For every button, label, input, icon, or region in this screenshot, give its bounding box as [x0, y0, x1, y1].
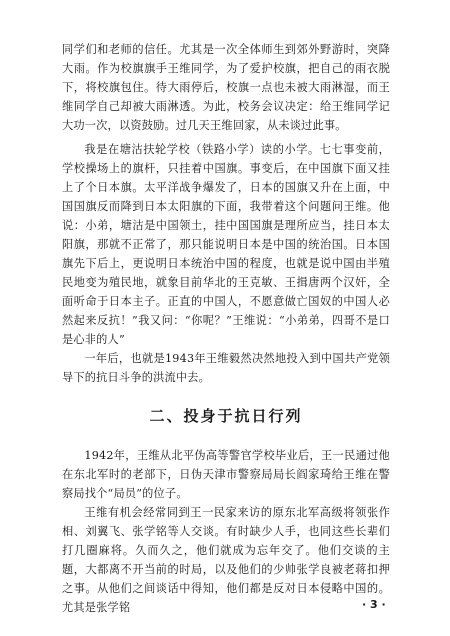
paragraph-5: 王维有机会经常同到王一民家来访的原东北军高级将领张作相、刘翼飞、张学铭等人交谈。有时缺少人手，也同这些长辈们打几圈麻将。久而久之，他们就成为忘年交了。他们交谈的主题，大都离不开当前的时局，以及他们的少帅张学良被老蒋扣押之事。从他们之间谈话中得知，他们都是反对日本侵略中国的。尤其是张学铭: [62, 506, 390, 614]
page-number: · 3 ·: [362, 598, 386, 611]
paragraph-4: 1942年，王维从北平伪高等警官学校毕业后，王一民通过他在东北军时的老部下，日伪天津市警察局局长阎家琦给王维在警察局找个“局员”的位子。: [62, 449, 390, 500]
document-page: [62, 40, 390, 617]
paragraph-1: 同学们和老师的信任。尤其是一次全体师生到郊外野游时，突降大雨。作为校旗旗手王维同学，为了爱护校旗，把自己的雨衣脱下，将校旗包住。待大雨停后，校旗一点也未被大雨淋湿，而王维同学自己却被大雨淋透。为此，校务会议决定：给王维同学记大功一次，以资鼓励。过几天王维回家，从未谈过此事。: [62, 43, 390, 132]
paragraph-3: 一年后，也就是1943年王维毅然决然地投入到中国共产党领导下的抗日斗争的洪流中去。: [62, 352, 390, 384]
paragraph-2: 我是在塘沽扶轮学校（铁路小学）读的小学。七七事变前，学校操场上的旗杆，只挂着中国旗。事变后，在中国旗下面又挂上了个日本旗。太平洋战争爆发了，日本的国旗又升在上面，中国国旗反而降到日本太阳旗的下面，我带着这个问题问王维。他说：小弟，塘沽是中国领土，挂中国国旗是理所应当，挂日本太阳旗，那就不正常了，那只能说明日本是中国的统治国。日本国旗先下后上，更说明日本统治中国的程度，也就是说中国由半殖民地变为殖民地，就象目前华北的王克敏、王揖唐两个汉奸，全面听命于日本主子。正直的中国人，不愿意做亡国奴的中国人必然起来反抗！”我又问：“你呢？”王维说：“小弟弟，四哥不是口是心非的人”: [62, 143, 390, 346]
section-title: 二、投身于抗日行列: [149, 407, 303, 425]
